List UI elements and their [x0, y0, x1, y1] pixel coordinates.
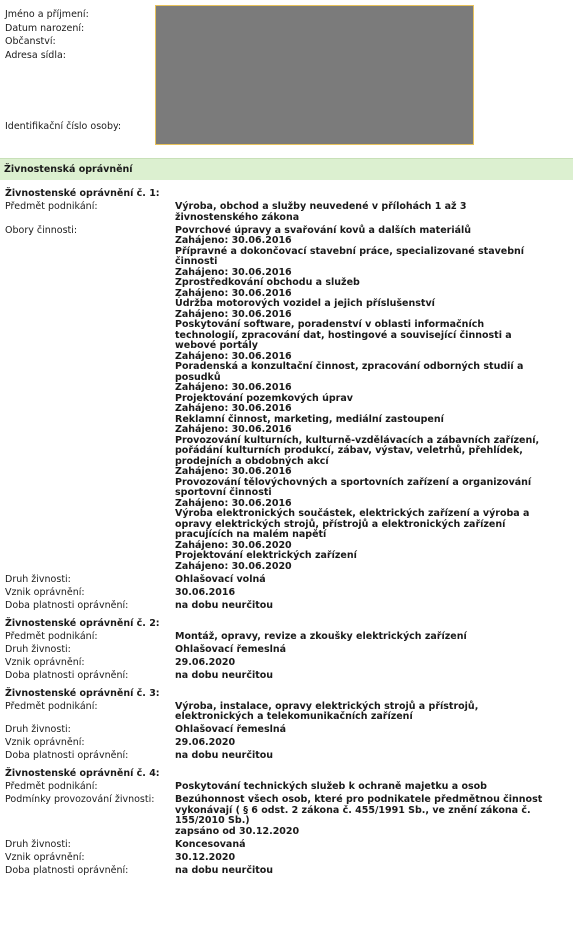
activity-start-date: Zahájeno: 30.06.2016 — [175, 497, 292, 509]
activity-start-date: Zahájeno: 30.06.2016 — [175, 266, 292, 278]
activity-name: Provozování kulturních, kulturně-vzdělávacích a zábavních zařízení, pořádání kulturních produkcí, zábav, výstav, veletrhů, přehlídek, prodejních a obdobných akcí — [175, 434, 540, 467]
activity-item — [175, 278, 545, 299]
validity-row — [0, 865, 573, 878]
entitlement-title: Živnostenské oprávnění č. 1: — [5, 188, 160, 199]
activity-item — [175, 478, 545, 510]
activity-start-date: Zahájeno: 30.06.2016 — [175, 466, 292, 477]
activity-item — [175, 415, 545, 436]
origin-row — [0, 737, 573, 750]
activity-name: Přípravné a dokončovací stavební práce, specializované stavební činnosti — [175, 245, 525, 267]
activity-start-date: Zahájeno: 30.06.2016 — [175, 308, 292, 320]
subject-value: Výroba, obchod a služby neuvedené v přílohách 1 až 3 živnostenského zákona — [175, 201, 467, 223]
validity-row — [0, 600, 573, 613]
origin-label: Vznik oprávnění: — [5, 586, 85, 598]
kind-value: Ohlašovací řemeslná — [175, 724, 287, 735]
id-number-label: Identifikační číslo osoby: — [5, 121, 122, 132]
conditions-text: Bezúhonnost všech osob, které pro podnikatele předmětnou činnost vykonávají ( § 6 odst. 2 zákona č. 455/1991 Sb., ve znění zákona č. 155/2010 Sb.) — [175, 794, 543, 826]
validity-row — [0, 670, 573, 683]
origin-row — [0, 657, 573, 670]
fields-value — [175, 225, 545, 574]
activity-item — [175, 509, 545, 551]
validity-label: Doba platnosti oprávnění: — [5, 750, 129, 761]
kind-label: Druh živnosti: — [5, 643, 71, 655]
person-labels — [5, 8, 89, 62]
activity-item — [175, 362, 545, 394]
kind-row — [0, 724, 573, 737]
kind-label: Druh živnosti: — [5, 573, 71, 585]
origin-label: Vznik oprávnění: — [5, 656, 85, 668]
activity-name: Provozování tělovýchovných a sportovních zařízení a organizování sportovní činnosti — [175, 476, 532, 498]
entitlement-1 — [0, 187, 573, 617]
subject-label: Předmět podnikání: — [5, 700, 98, 712]
entitlement-title: Živnostenské oprávnění č. 2: — [5, 617, 160, 629]
birthdate-label: Datum narození: — [5, 22, 85, 34]
activity-item — [175, 394, 545, 415]
validity-value: na dobu neurčitou — [175, 864, 274, 876]
subject-row — [0, 781, 573, 794]
redacted-personal-info — [155, 5, 474, 145]
origin-value: 30.12.2020 — [175, 851, 236, 863]
citizenship-label: Občanství: — [5, 36, 56, 47]
origin-label: Vznik oprávnění: — [5, 737, 85, 748]
activity-name: Poskytování software, poradenství v oblasti informačních technologií, zpracování dat, hostingové a související činnosti a webové portály — [175, 319, 512, 351]
entitlements-list — [0, 187, 573, 882]
activity-name: Poradenská a konzultační činnost, zpracování odborných studií a posudků — [175, 361, 524, 383]
kind-row — [0, 839, 573, 852]
activity-start-date: Zahájeno: 30.06.2016 — [175, 424, 292, 435]
origin-row — [0, 852, 573, 865]
activity-name: Reklamní činnost, marketing, mediální zastoupení — [175, 413, 444, 425]
validity-label: Doba platnosti oprávnění: — [5, 599, 129, 611]
origin-value: 30.06.2016 — [175, 586, 236, 598]
activity-name: Projektování elektrických zařízení — [175, 550, 357, 561]
activity-item — [175, 299, 545, 320]
subject-label: Předmět podnikání: — [5, 630, 98, 642]
entitlement-3 — [0, 687, 573, 768]
conditions-date: zapsáno od 30.12.2020 — [175, 825, 300, 837]
activity-start-date: Zahájeno: 30.06.2016 — [175, 235, 292, 246]
section-header — [0, 158, 573, 180]
conditions-label: Podmínky provozování živnosti: — [5, 794, 155, 805]
address-label: Adresa sídla: — [5, 49, 66, 61]
subject-value: Výroba, instalace, opravy elektrických strojů a přístrojů, elektronických a telekomunikačních zařízení — [175, 700, 479, 722]
activity-start-date: Zahájeno: 30.06.2020 — [175, 560, 292, 572]
fields-label: Obory činnosti: — [5, 224, 78, 236]
activity-item — [175, 436, 545, 478]
conditions-row — [0, 794, 573, 839]
activity-start-date: Zahájeno: 30.06.2016 — [175, 350, 292, 362]
entitlement-4 — [0, 767, 573, 882]
entitlement-title: Živnostenské oprávnění č. 4: — [5, 768, 160, 779]
activity-name: Zprostředkování obchodu a služeb — [175, 277, 360, 288]
fields-row — [0, 225, 573, 574]
kind-value: Ohlašovací volná — [175, 573, 266, 585]
subject-row — [0, 701, 573, 725]
origin-value: 29.06.2020 — [175, 737, 236, 748]
validity-row — [0, 750, 573, 763]
entitlement-title: Živnostenské oprávnění č. 3: — [5, 687, 160, 699]
validity-label: Doba platnosti oprávnění: — [5, 864, 129, 876]
entitlement-2 — [0, 617, 573, 687]
activity-item — [175, 226, 545, 247]
subject-value: Montáž, opravy, revize a zkoušky elektrických zařízení — [175, 630, 467, 642]
validity-value: na dobu neurčitou — [175, 750, 274, 761]
kind-row — [0, 644, 573, 657]
activity-start-date: Zahájeno: 30.06.2016 — [175, 287, 292, 299]
subject-label: Předmět podnikání: — [5, 201, 98, 212]
validity-value: na dobu neurčitou — [175, 599, 274, 611]
activity-item — [175, 551, 545, 572]
activity-start-date: Zahájeno: 30.06.2016 — [175, 382, 292, 393]
origin-value: 29.06.2020 — [175, 656, 236, 668]
origin-row — [0, 587, 573, 600]
subject-value: Poskytování technických služeb k ochraně majetku a osob — [175, 781, 487, 792]
subject-label: Předmět podnikání: — [5, 781, 98, 792]
kind-row — [0, 574, 573, 587]
activity-name: Údržba motorových vozidel a jejich příslušenství — [175, 298, 435, 309]
kind-value: Koncesovaná — [175, 838, 246, 850]
activity-item — [175, 247, 545, 279]
conditions-value — [175, 794, 545, 839]
validity-label: Doba platnosti oprávnění: — [5, 669, 129, 681]
origin-label: Vznik oprávnění: — [5, 851, 85, 863]
activity-item — [175, 320, 545, 362]
activity-name: Výroba elektronických součástek, elektrických zařízení a výroba a opravy elektrických strojů, přístrojů a elektronických zařízení pracujících na malém napětí — [175, 508, 530, 540]
name-label: Jméno a příjmení: — [5, 9, 89, 20]
activity-name: Povrchové úpravy a svařování kovů a dalších materiálů — [175, 224, 472, 236]
subject-row — [0, 201, 573, 225]
activity-start-date: Zahájeno: 30.06.2016 — [175, 403, 292, 414]
validity-value: na dobu neurčitou — [175, 669, 274, 681]
kind-value: Ohlašovací řemeslná — [175, 643, 287, 655]
spacer — [0, 878, 573, 882]
activity-start-date: Zahájeno: 30.06.2020 — [175, 539, 292, 551]
kind-label: Druh živnosti: — [5, 724, 71, 735]
kind-label: Druh živnosti: — [5, 838, 71, 850]
subject-row — [0, 631, 573, 644]
section-title: Živnostenská oprávnění — [4, 164, 133, 175]
activity-name: Projektování pozemkových úprav — [175, 392, 353, 404]
